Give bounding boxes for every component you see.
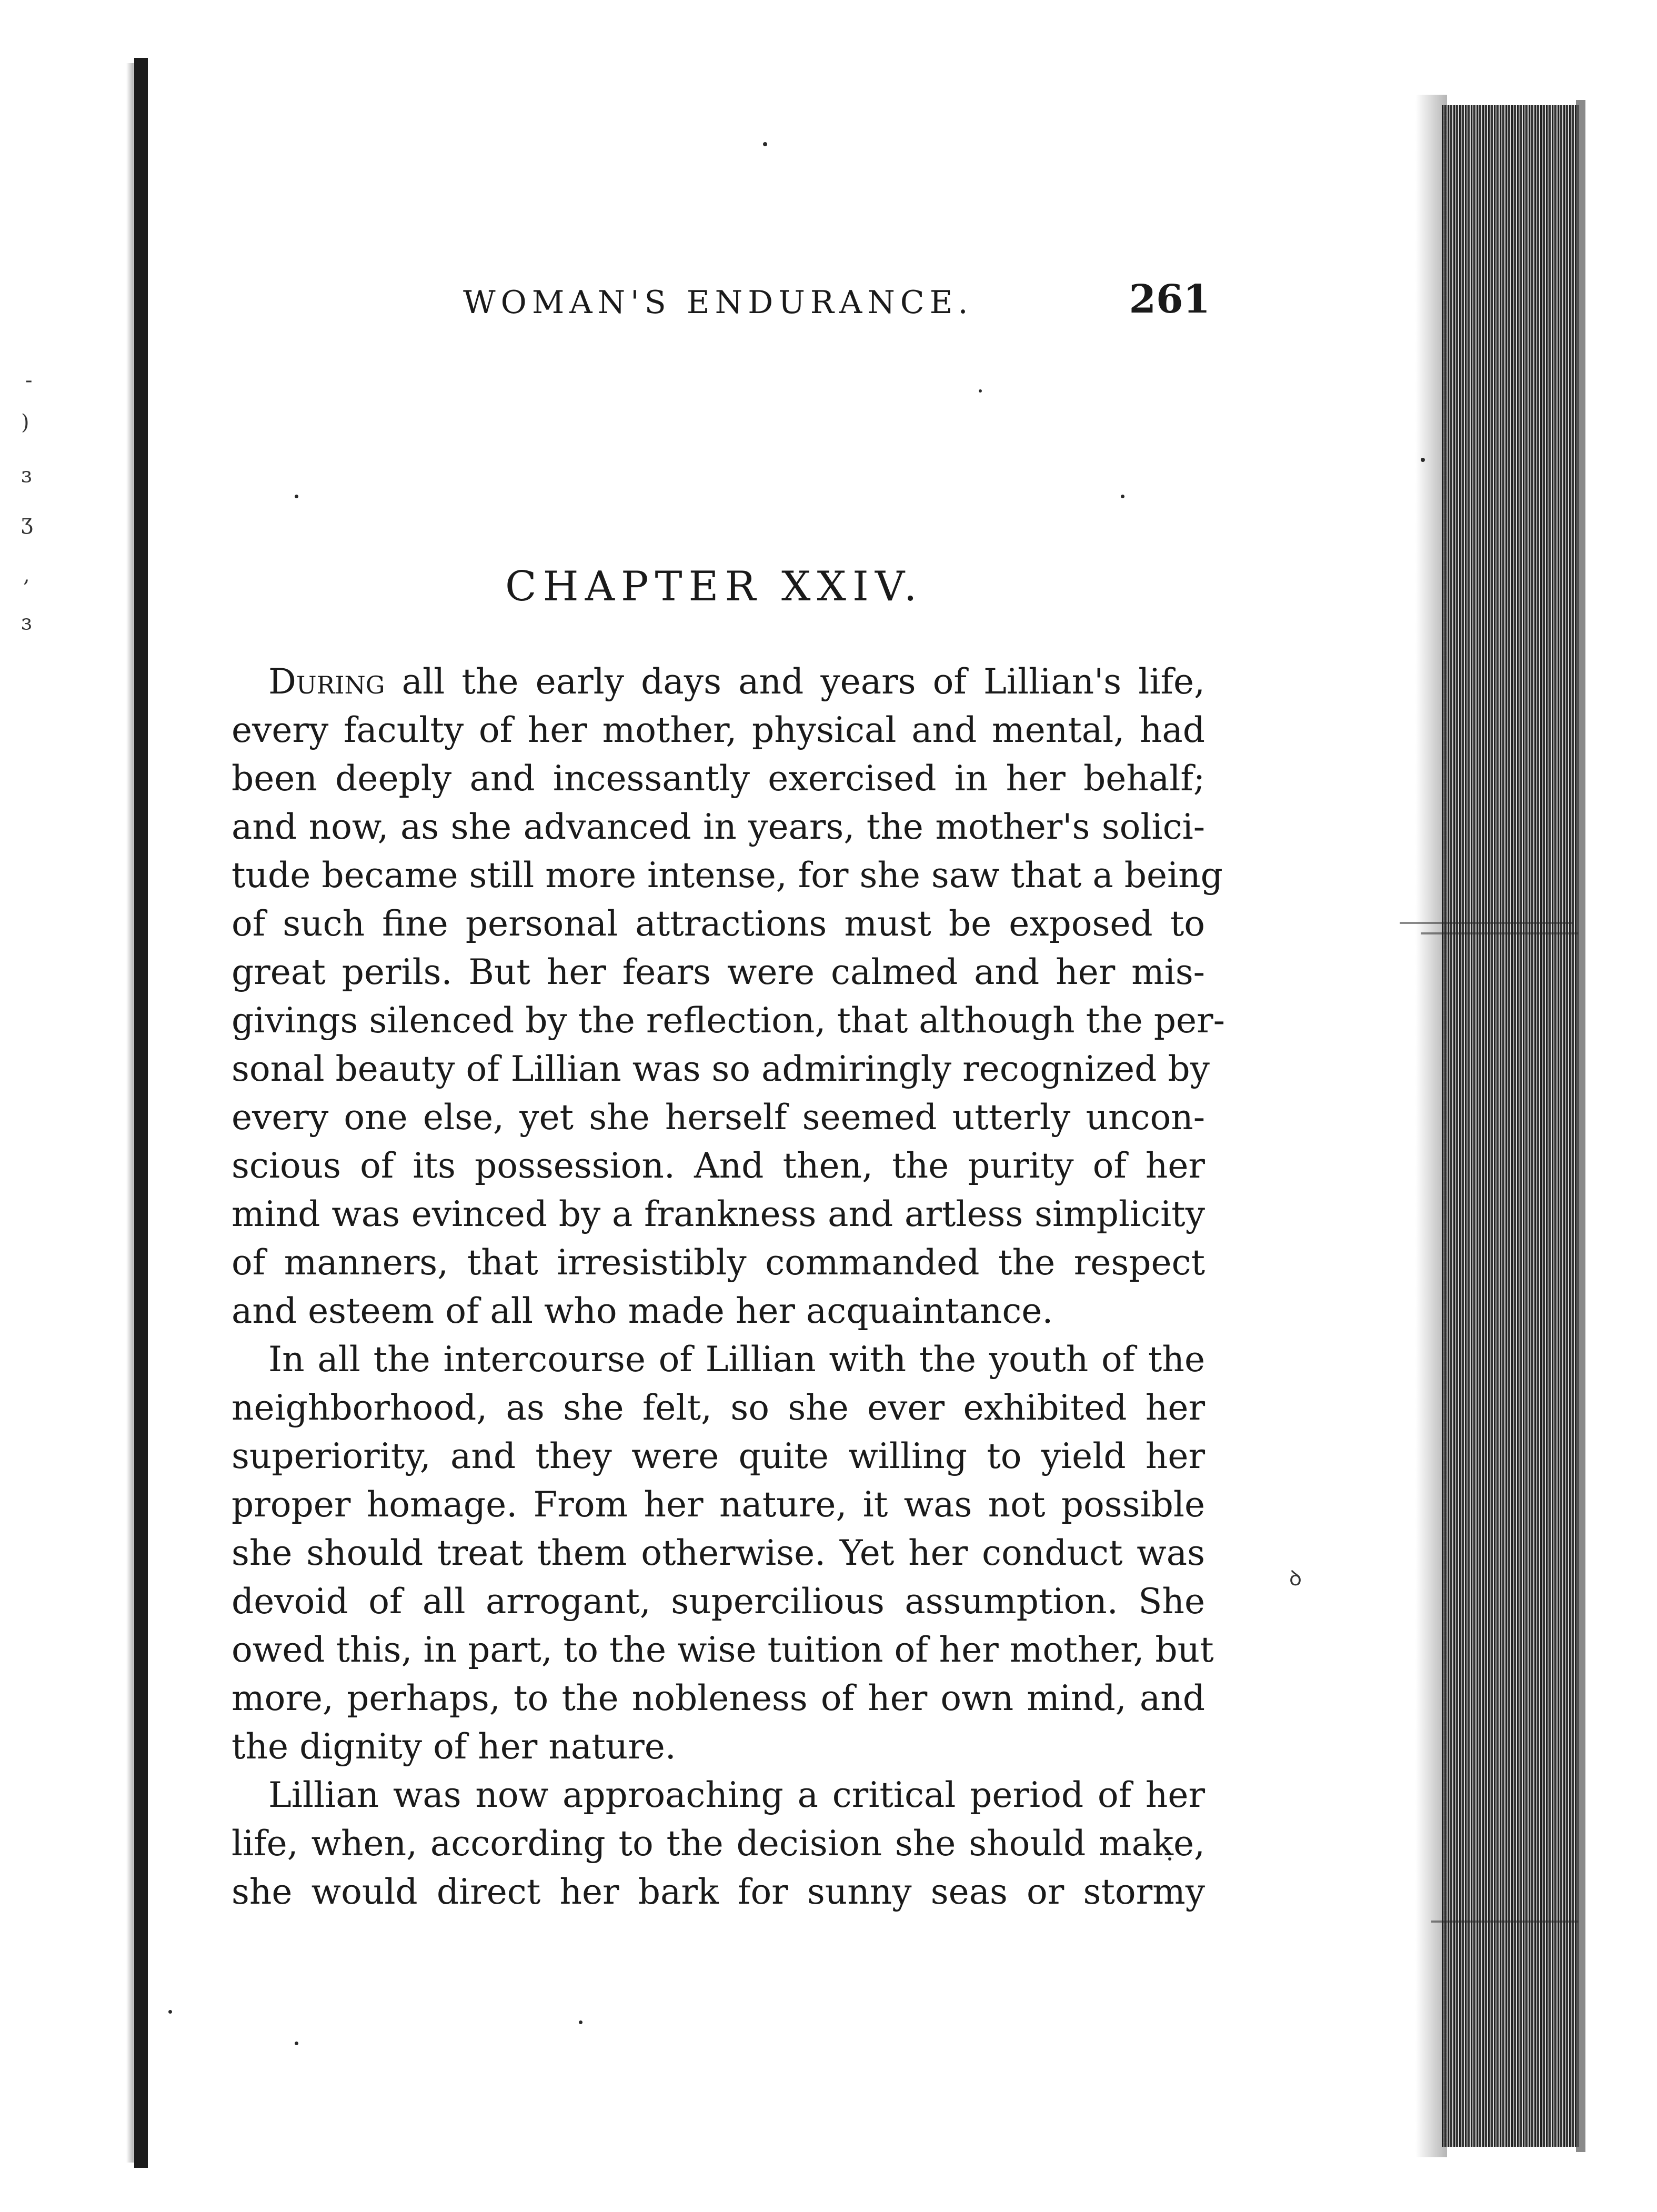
- scan-speck: [979, 389, 982, 393]
- scan-line: [1421, 932, 1579, 934]
- text-line: mind was evinced by a frankness and artless simplicity: [232, 1194, 1205, 1234]
- text-line: givings silenced by the reflection, that although the per-: [232, 1000, 1225, 1041]
- margin-mark: ꝺ: [1289, 1566, 1302, 1591]
- text-line: devoid of all arrogant, supercilious assumption. She: [232, 1581, 1205, 1622]
- text-line: great perils. But her fears were calmed and her mis-: [232, 952, 1205, 992]
- text-line: owed this, in part, to the wise tuition of her mother, but: [232, 1630, 1214, 1670]
- text-line: of such fine personal attractions must be exposed to: [232, 903, 1205, 944]
- margin-mark: ɜ: [21, 463, 32, 487]
- page-number: 261: [1129, 277, 1210, 322]
- text-line: and esteem of all who made her acquaintance.: [232, 1291, 1053, 1331]
- margin-mark: -: [25, 368, 33, 393]
- running-title: WOMAN'S ENDURANCE.: [463, 284, 973, 321]
- text-line: every one else, yet she herself seemed utterly uncon-: [232, 1097, 1205, 1138]
- text-line: superiority, and they were quite willing to yield her: [232, 1436, 1205, 1476]
- text-line: tude became still more intense, for she saw that a being: [232, 855, 1223, 896]
- chapter-heading: CHAPTER XXIV.: [505, 563, 923, 610]
- binding-shadow: [126, 63, 134, 2163]
- text-line: sonal beauty of Lillian was so admiringly recognized by: [232, 1049, 1210, 1089]
- scan-speck: [1421, 458, 1425, 462]
- margin-mark: ): [21, 410, 29, 435]
- opposite-page-bleed: [1442, 105, 1579, 2147]
- scan-speck: [168, 2010, 172, 2014]
- text-line: [232, 658, 1205, 706]
- paragraph: [232, 1335, 1214, 1771]
- text-line: she should treat them otherwise. Yet her conduct was: [232, 1533, 1205, 1573]
- text-line: the dignity of her nature.: [232, 1726, 676, 1767]
- margin-mark: ɜ: [21, 610, 32, 635]
- paragraph: [232, 1771, 1205, 1916]
- scan-speck: [763, 142, 767, 146]
- text-line: neighborhood, as she felt, so she ever exhibited her: [232, 1387, 1205, 1428]
- text-line: In all the intercourse of Lillian with the youth of the: [268, 1339, 1205, 1380]
- margin-mark: ,: [23, 563, 30, 587]
- scan-speck: [1121, 495, 1124, 498]
- text-line: life, when, according to the decision she should make,: [232, 1823, 1205, 1864]
- text-line: Lillian was now approaching a critical period of her: [268, 1775, 1205, 1815]
- scan-speck: [579, 2020, 583, 2024]
- paragraph: [232, 658, 1225, 1335]
- text-line-content: all the early days and years of Lillian's life,: [385, 661, 1205, 702]
- text-line: been deeply and incessantly exercised in her behalf;: [232, 758, 1205, 799]
- text-line: of manners, that irresistibly commanded the respect: [232, 1242, 1205, 1283]
- page-bleed-edge: [1576, 100, 1585, 2152]
- text-line: she would direct her bark for sunny seas or stormy: [232, 1872, 1205, 1912]
- running-header: [463, 274, 1210, 326]
- text-line: proper homage. From her nature, it was not possible: [232, 1484, 1205, 1525]
- scan-line: [1400, 922, 1573, 924]
- binding-edge: [134, 58, 148, 2168]
- opening-word: During: [268, 661, 385, 702]
- text-line: more, perhaps, to the nobleness of her own mind, and: [232, 1678, 1205, 1718]
- text-line: every faculty of her mother, physical and mental, had: [232, 710, 1205, 750]
- text-line: scious of its possession. And then, the purity of her: [232, 1145, 1205, 1186]
- text-line: and now, as she advanced in years, the mother's solici-: [232, 807, 1205, 847]
- body-text: [232, 658, 1225, 1916]
- scan-line: [1431, 1921, 1579, 1923]
- scan-speck: [295, 495, 298, 498]
- scan-speck: [295, 2042, 298, 2045]
- margin-mark: ʒ: [21, 510, 33, 535]
